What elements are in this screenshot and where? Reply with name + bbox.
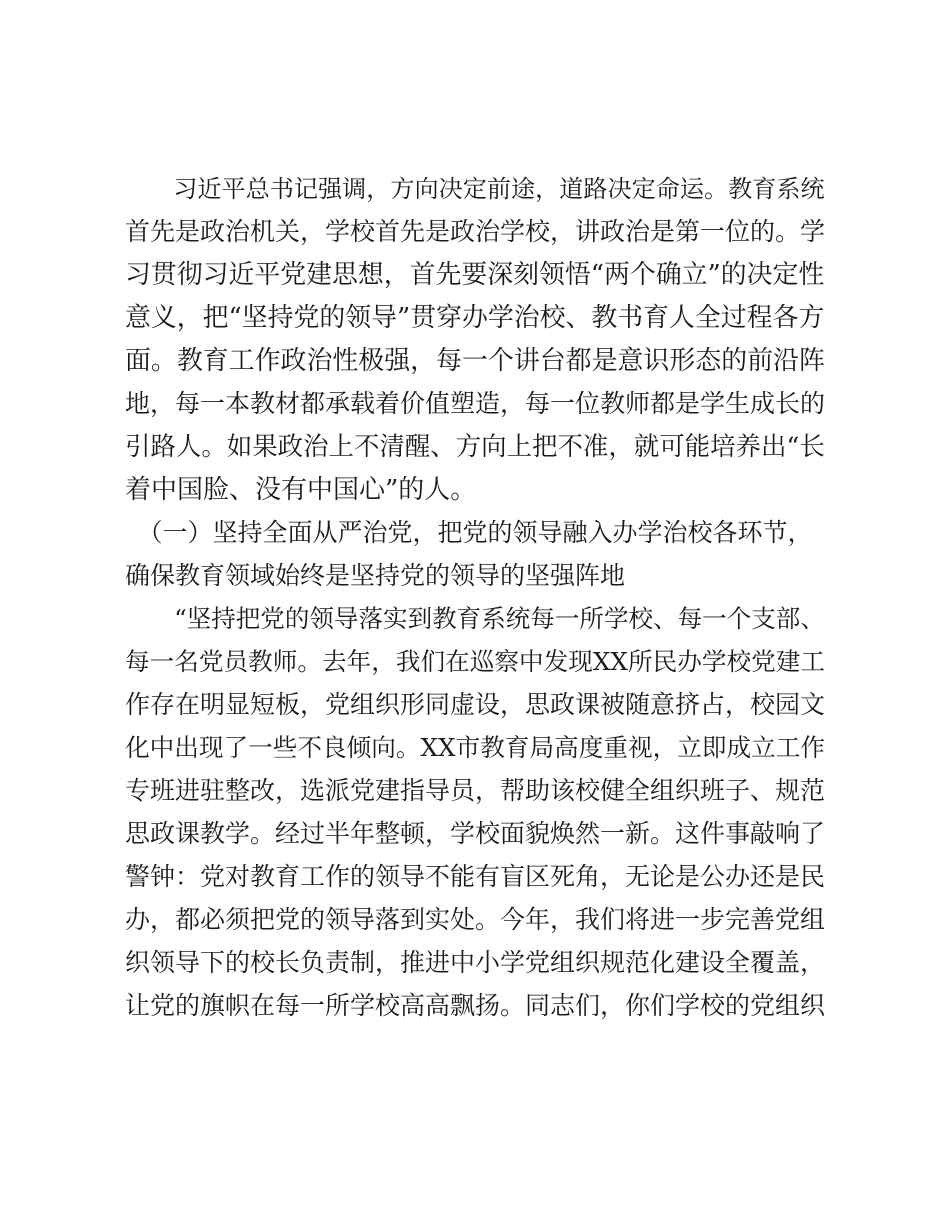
paragraph-1-line-2: 首先是政治机关，学校首先是政治学校，讲政治是第一位的。学 <box>125 217 826 246</box>
paragraph-2-line-1: “坚持把党的领导落实到教育系统每一所学校、每一个支部、 <box>125 604 825 633</box>
paragraph-1-line-1: 习近平总书记强调，方向决定前途，道路决定命运。教育系统 <box>125 175 825 203</box>
paragraph-2-line-9: 织领导下的校长负责制，推进中小学党组织规范化建设全覆盖， <box>125 948 826 977</box>
paragraph-1-line-6: 地，每一本教材都承载着价值塑造，每一位教师都是学生成长的 <box>125 389 826 418</box>
paragraph-2-line-2: 每一名党员教师。去年，我们在巡察中发现XX所民办学校党建工 <box>125 647 825 676</box>
paragraph-2-line-10: 让党的旗帜在每一所学校高高飘扬。同志们，你们学校的党组织 <box>125 991 826 1020</box>
paragraph-1-line-4: 意义，把“坚持党的领导”贯穿办学治校、教书育人全过程各方 <box>125 303 825 333</box>
paragraph-2-line-5: 专班进驻整改，选派党建指导员，帮助该校健全组织班子、规范 <box>125 776 826 805</box>
paragraph-1-line-3: 习贯彻习近平党建思想，首先要深刻领悟“两个确立”的决定性 <box>125 260 825 290</box>
paragraph-2-line-4: 化中出现了一些不良倾向。XX市教育局高度重视，立即成立工作 <box>125 733 825 762</box>
paragraph-2-line-8: 办，都必须把党的领导落到实处。今年，我们将进一步完善党组 <box>125 905 826 934</box>
section-heading-line-2: 确保教育领域始终是坚持党的领导的坚强阵地 <box>125 561 626 590</box>
section-heading-line-1: （一）坚持全面从严治党，把党的领导融入办学治校各环节， <box>125 518 813 547</box>
paragraph-2-line-7: 警钟：党对教育工作的领导不能有盲区死角，无论是公办还是民 <box>125 862 826 891</box>
paragraph-1-line-5: 面。教育工作政治性极强，每一个讲台都是意识形态的前沿阵 <box>125 346 825 376</box>
paragraph-2-line-6: 思政课教学。经过半年整顿，学校面貌焕然一新。这件事敲响了 <box>125 819 826 848</box>
paragraph-1-line-7: 引路人。如果政治上不清醒、方向上把不准，就可能培养出“长 <box>125 432 825 462</box>
paragraph-2-line-3: 作存在明显短板，党组织形同虚设，思政课被随意挤占，校园文 <box>125 690 826 719</box>
paragraph-1-line-8: 着中国脸、没有中国心”的人。 <box>125 475 477 505</box>
